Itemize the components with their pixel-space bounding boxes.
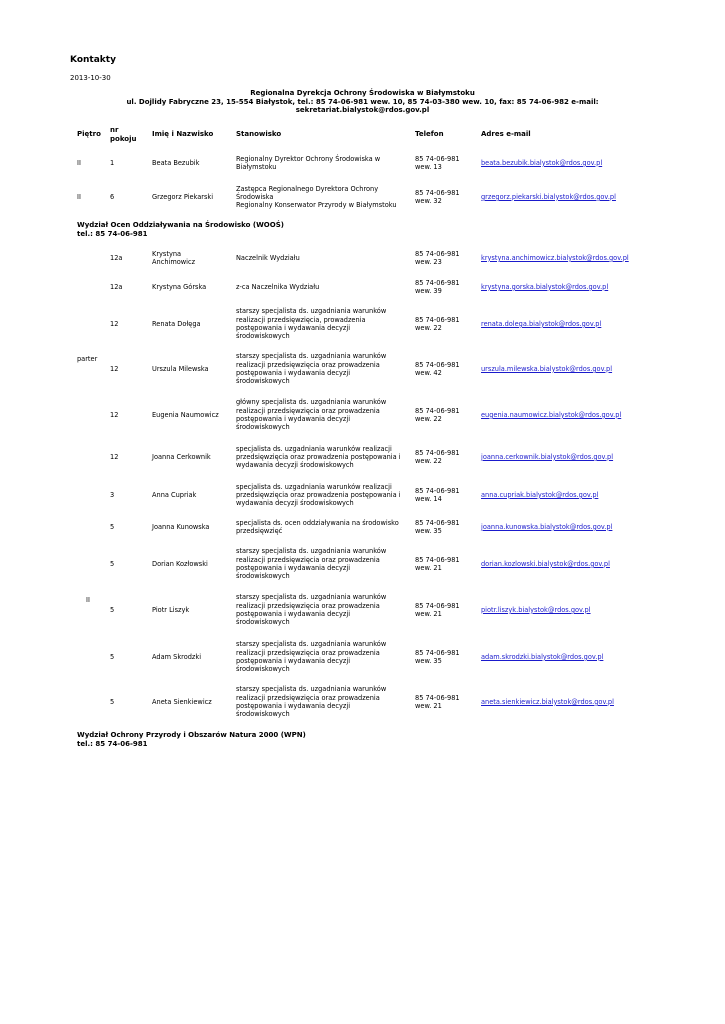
row-phone-line: wew. 21 (415, 701, 442, 710)
row-name-line: Urszula Milewska (152, 364, 209, 373)
row-name-line: Anna Cupriak (152, 490, 197, 499)
row-position (236, 283, 408, 291)
row-floor (77, 193, 81, 201)
row-position-line: starszy specjalista ds. uzgadniania warunków (236, 547, 387, 556)
row-room (110, 159, 114, 167)
row-position-line: postępowania i wydawania decyzji (236, 656, 351, 665)
row-phone (415, 279, 477, 296)
row-phone-line: 85 74-06-981 (415, 648, 460, 657)
header-phone: Telefon (415, 130, 444, 138)
row-phone-line: wew. 35 (415, 526, 442, 535)
row-phone (415, 487, 477, 504)
row-position-line: realizacji przedsięwzięcia oraz prowadzenia (236, 648, 380, 657)
row-room-line: 1 (110, 158, 115, 167)
section-wpn-phone: tel.: 85 74-06-981 (77, 739, 148, 748)
row-room (110, 411, 118, 419)
row-phone-line: 85 74-06-981 (415, 154, 460, 163)
row-name (152, 193, 230, 201)
row-position-line: Naczelnik Wydziału (236, 253, 300, 262)
row-name-line: Piotr Liszyk (152, 605, 190, 614)
row-phone-line: wew. 21 (415, 609, 442, 618)
row-email[interactable] (481, 606, 591, 614)
row-room-line: 6 (110, 192, 115, 201)
row-position-line: środowiskowych (236, 665, 290, 674)
row-room (110, 653, 114, 661)
email-link[interactable]: beata.bezubik.bialystok@rdos.gov.pl (481, 158, 603, 167)
row-email[interactable] (481, 560, 610, 568)
row-email[interactable] (481, 653, 603, 661)
row-position (236, 352, 408, 385)
row-phone-line: 85 74-06-981 (415, 693, 460, 702)
row-email[interactable] (481, 254, 629, 262)
page-title: Kontakty (70, 55, 116, 65)
row-phone-line: wew. 23 (415, 257, 442, 266)
row-position (236, 155, 408, 172)
row-phone (415, 155, 477, 172)
row-room-line: 12a (110, 253, 123, 262)
row-position-line: Białymstoku (236, 162, 277, 171)
section-wpn-header (77, 731, 306, 748)
row-name-line: Grzegorz Piekarski (152, 192, 214, 201)
header-floor: Piętro (77, 130, 101, 138)
email-link[interactable]: grzegorz.piekarski.bialystok@rdos.gov.pl (481, 192, 616, 201)
row-position-line: Regionalny Konserwator Przyrody w Białymstoku (236, 201, 397, 210)
row-position-line: realizacji przedsięwzięcia oraz prowadzenia (236, 406, 380, 415)
row-position-line: przedsięwzięcia oraz prowadzenia postępowania i (236, 452, 401, 461)
row-phone-line: wew. 13 (415, 162, 442, 171)
row-phone (415, 649, 477, 666)
row-floor-line: II (77, 158, 81, 167)
row-position-line: środowiskowych (236, 618, 290, 627)
row-position-line: środowiskowych (236, 710, 290, 719)
row-phone (415, 407, 477, 424)
row-position-line: postępowania i wydawania decyzji (236, 701, 351, 710)
row-position-line: Regionalny Dyrektor Ochrony Środowiska w (236, 154, 381, 163)
row-phone (415, 694, 477, 711)
row-position-line: przedsięwzięć (236, 526, 283, 535)
row-email[interactable] (481, 523, 612, 531)
row-name-line: Adam Skrodzki (152, 652, 202, 661)
row-phone (415, 189, 477, 206)
row-name-line: Anchimowicz (152, 257, 196, 266)
row-position-line: realizacji przedsięwzięcia oraz prowadzenia (236, 693, 380, 702)
organization-name: Regionalna Dyrekcja Ochrony Środowiska w Białymstoku (250, 89, 475, 97)
row-name (152, 491, 230, 499)
row-email[interactable] (481, 320, 601, 328)
row-name (152, 453, 230, 461)
email-link[interactable]: krystyna.gorska.bialystok@rdos.gov.pl (481, 282, 609, 291)
row-phone-line: wew. 22 (415, 456, 442, 465)
row-name (152, 365, 230, 373)
row-name (152, 159, 230, 167)
row-room (110, 254, 122, 262)
row-name-line: Joanna Kunowska (152, 522, 210, 531)
row-position (236, 685, 408, 718)
row-phone-line: wew. 21 (415, 563, 442, 572)
row-room-line: 12 (110, 364, 119, 373)
row-room (110, 560, 114, 568)
row-email[interactable] (481, 453, 613, 461)
row-position (236, 593, 408, 626)
row-position-line: Zastępca Regionalnego Dyrektora Ochrony (236, 184, 379, 193)
row-room (110, 365, 118, 373)
row-room (110, 283, 122, 291)
row-name (152, 560, 230, 568)
row-position (236, 254, 408, 262)
email-link[interactable]: eugenia.naumowicz.bialystok@rdos.gov.pl (481, 410, 622, 419)
row-position-line: realizacji przedsięwzięcia, prowadzenia (236, 315, 366, 324)
row-phone-line: wew. 22 (415, 323, 442, 332)
row-position-line: postępowania i wydawania decyzji (236, 414, 351, 423)
email-link[interactable]: krystyna.anchimowicz.bialystok@rdos.gov.pl (481, 253, 629, 262)
row-position (236, 519, 408, 536)
row-name (152, 320, 230, 328)
row-email[interactable] (481, 283, 608, 291)
header-position: Stanowisko (236, 130, 282, 138)
row-name-line: Dorian Kozłowski (152, 559, 208, 568)
section-wooos-title: Wydział Ocen Oddziaływania na Środowisko (WOOŚ) (77, 221, 284, 229)
row-room-line: 5 (110, 605, 115, 614)
row-name-line: Krystyna Górska (152, 282, 207, 291)
row-name (152, 653, 230, 661)
row-position-line: środowiskowych (236, 423, 290, 432)
row-name (152, 283, 230, 291)
row-position-line: wydawania decyzji środowiskowych (236, 499, 354, 508)
row-email[interactable] (481, 411, 621, 419)
email-link[interactable]: dorian.kozlowski.bialystok@rdos.gov.pl (481, 559, 610, 568)
row-phone-line: wew. 14 (415, 494, 442, 503)
email-link[interactable]: joanna.kunowska.bialystok@rdos.gov.pl (481, 522, 613, 531)
row-room-line: 12a (110, 282, 123, 291)
row-position-line: środowiskowych (236, 332, 290, 341)
row-room-line: 12 (110, 410, 119, 419)
row-position (236, 483, 408, 508)
row-room-line: 5 (110, 559, 115, 568)
row-name-line: Krystyna (152, 249, 182, 258)
row-room (110, 523, 114, 531)
row-phone-line: 85 74-06-981 (415, 315, 460, 324)
header-email: Adres e-mail (481, 130, 531, 138)
row-phone-line: 85 74-06-981 (415, 360, 460, 369)
row-phone-line: 85 74-06-981 (415, 406, 460, 415)
row-room-line: 12 (110, 452, 119, 461)
row-room (110, 193, 114, 201)
row-phone (415, 361, 477, 378)
email-link[interactable]: joanna.cerkownik.bialystok@rdos.gov.pl (481, 452, 614, 461)
row-phone-line: 85 74-06-981 (415, 249, 460, 258)
row-phone-line: wew. 39 (415, 286, 442, 295)
row-position-line: starszy specjalista ds. uzgadniania warunków (236, 685, 387, 694)
row-name (152, 698, 230, 706)
row-phone (415, 250, 477, 267)
row-position-line: środowiskowych (236, 572, 290, 581)
row-floor (77, 159, 81, 167)
row-room (110, 491, 114, 499)
row-email[interactable] (481, 491, 598, 499)
organization-email: sekretariat.bialystok@rdos.gov.pl (295, 106, 430, 115)
row-name-line: Eugenia Naumowicz (152, 410, 219, 419)
section-wooos-phone: tel.: 85 74-06-981 (77, 229, 148, 238)
row-position (236, 185, 408, 210)
row-room (110, 453, 118, 461)
row-phone-line: 85 74-06-981 (415, 518, 460, 527)
email-link[interactable]: aneta.sienkiewicz.bialystok@rdos.gov.pl (481, 697, 614, 706)
row-name-line: Renata Dołęga (152, 319, 201, 328)
row-position-line: postępowania i wydawania decyzji (236, 609, 351, 618)
header-name: Imię i Nazwisko (152, 130, 214, 138)
document-date: 2013-10-30 (70, 74, 111, 82)
row-position-line: starszy specjalista ds. uzgadniania warunków (236, 640, 387, 649)
row-position-line: realizacji przedsięwzięcia oraz prowadzenia (236, 601, 380, 610)
row-email[interactable] (481, 159, 602, 167)
row-position-line: z-ca Naczelnika Wydziału (236, 282, 320, 291)
floor-group-parter: parter (77, 355, 98, 363)
row-phone-line: 85 74-06-981 (415, 555, 460, 564)
row-floor-line: II (77, 192, 81, 201)
floor-group-ii: II (86, 596, 90, 604)
section-wpn-title: Wydział Ochrony Przyrody i Obszarów Natura 2000 (WPN) (77, 731, 306, 739)
row-position-line: postępowania i wydawania decyzji (236, 368, 351, 377)
row-position-line: specjalista ds. uzgadniania warunków realizacji (236, 444, 392, 453)
row-phone-line: 85 74-06-981 (415, 448, 460, 457)
row-room-line: 12 (110, 319, 119, 328)
header-room-line1: nr (110, 126, 119, 134)
organization-address: ul. Dojlidy Fabryczne 23, 15-554 Białystok, tel.: 85 74-06-981 wew. 10, 85 74-03-380 wew. 10, fax: 85 74-06-982 e-mail: (126, 97, 599, 106)
row-position-line: specjalista ds. ocen oddziaływania na środowisko (236, 518, 399, 527)
row-position-line: główny specjalista ds. uzgadniania warunków (236, 398, 387, 407)
row-name (152, 250, 230, 267)
row-position-line: starszy specjalista ds. uzgadniania warunków (236, 593, 387, 602)
row-email[interactable] (481, 365, 612, 373)
row-phone-line: wew. 22 (415, 414, 442, 423)
row-email[interactable] (481, 698, 614, 706)
row-phone-line: 85 74-06-981 (415, 278, 460, 287)
row-email[interactable] (481, 193, 616, 201)
email-link[interactable]: piotr.liszyk.bialystok@rdos.gov.pl (481, 605, 591, 614)
row-position-line: środowiskowych (236, 377, 290, 386)
row-phone-line: wew. 42 (415, 368, 442, 377)
row-phone-line: 85 74-06-981 (415, 188, 460, 197)
row-position (236, 307, 408, 340)
row-phone (415, 556, 477, 573)
row-position-line: przedsięwzięcia oraz prowadzenia postępowania i (236, 490, 401, 499)
row-room (110, 320, 118, 328)
row-position (236, 445, 408, 470)
row-name (152, 411, 230, 419)
row-position (236, 547, 408, 580)
row-position (236, 398, 408, 431)
row-position-line: specjalista ds. uzgadniania warunków realizacji (236, 482, 392, 491)
row-room-line: 5 (110, 652, 115, 661)
email-link[interactable]: anna.cupriak.bialystok@rdos.gov.pl (481, 490, 599, 499)
row-position-line: realizacji przedsięwzięcia oraz prowadzenia (236, 360, 380, 369)
header-room-line2: pokoju (110, 134, 137, 143)
row-position-line: Środowiska (236, 192, 274, 201)
row-room (110, 698, 114, 706)
row-phone-line: 85 74-06-981 (415, 601, 460, 610)
row-phone-line: wew. 35 (415, 656, 442, 665)
row-position-line: wydawania decyzji środowiskowych (236, 461, 354, 470)
row-room-line: 3 (110, 490, 115, 499)
row-position-line: postępowania i wydawania decyzji (236, 563, 351, 572)
row-phone (415, 316, 477, 333)
row-name (152, 523, 230, 531)
row-room-line: 5 (110, 697, 115, 706)
row-phone (415, 602, 477, 619)
row-name-line: Beata Bezubik (152, 158, 200, 167)
row-phone (415, 449, 477, 466)
email-link[interactable]: adam.skrodzki.bialystok@rdos.gov.pl (481, 652, 604, 661)
email-link[interactable]: urszula.milewska.bialystok@rdos.gov.pl (481, 364, 613, 373)
row-position-line: postępowania i wydawania decyzji (236, 323, 351, 332)
row-name (152, 606, 230, 614)
row-position (236, 640, 408, 673)
row-phone-line: 85 74-06-981 (415, 486, 460, 495)
row-room-line: 5 (110, 522, 115, 531)
row-phone-line: wew. 32 (415, 196, 442, 205)
row-position-line: starszy specjalista ds. uzgadniania warunków (236, 307, 387, 316)
row-name-line: Joanna Cerkownik (152, 452, 211, 461)
row-position-line: realizacji przedsięwzięcia oraz prowadzenia (236, 555, 380, 564)
row-room (110, 606, 114, 614)
row-name-line: Aneta Sienkiewicz (152, 697, 212, 706)
row-phone (415, 519, 477, 536)
email-link[interactable]: renata.dolega.bialystok@rdos.gov.pl (481, 319, 602, 328)
row-position-line: starszy specjalista ds. uzgadniania warunków (236, 352, 387, 361)
